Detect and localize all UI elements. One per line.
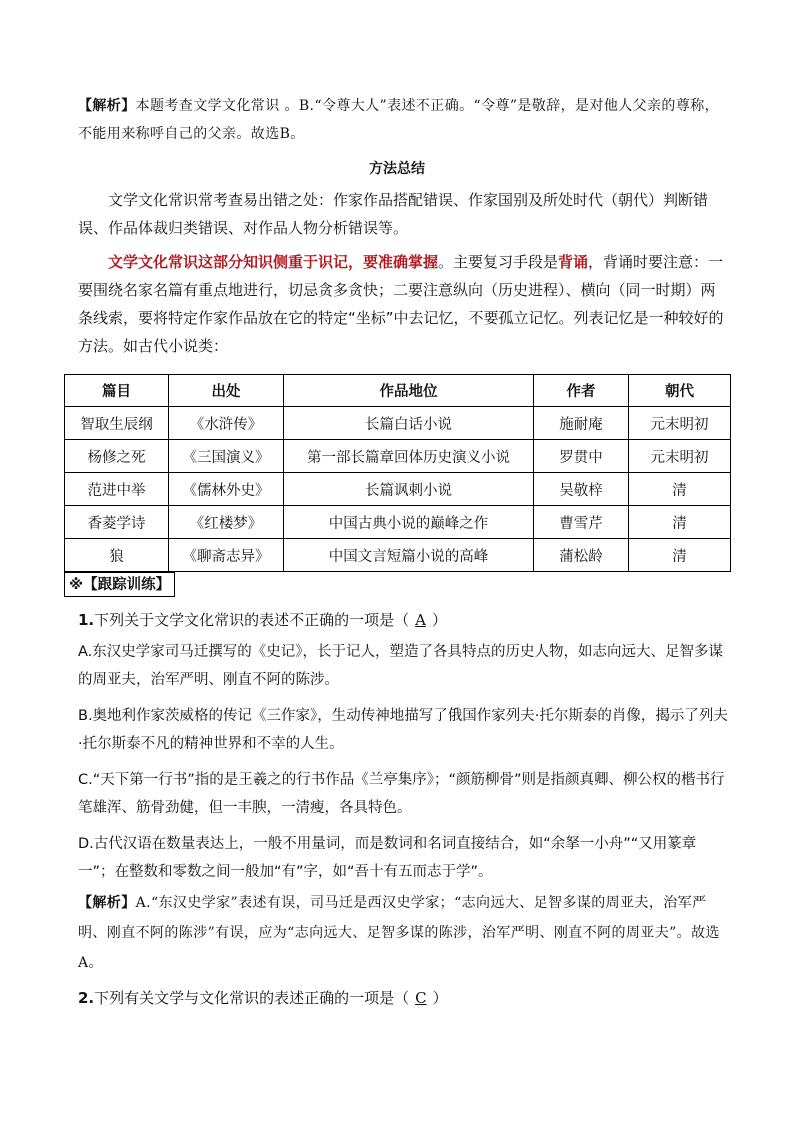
cell-author: 曹雪芹 — [534, 506, 629, 539]
method-text-rest: ，背诵时要注意：一要围绕名家名篇有重点地进行，切忌贪多贪快；二要注意纵向（历史进程）、横向（同一时期）两条线索，要将特定作家作品放在它的特定“坐标”中去记忆，不要孤立记忆。列表记忆是一种较好的方法。如古代小说类： — [78, 253, 724, 355]
method-paragraph-2 — [78, 248, 730, 360]
cell-status: 长篇讽刺小说 — [284, 473, 534, 506]
cell-dynasty: 元末明初 — [629, 407, 731, 440]
table-header-row — [65, 375, 731, 407]
question-text: 下列关于文学文化常识的表述不正确的一项是（ — [94, 611, 410, 629]
table-row — [65, 506, 731, 539]
method-title: 方法总结 — [369, 161, 425, 177]
table-row — [65, 407, 731, 440]
highlight-memorize: 文学文化常识这部分知识侧重于识记，要准确掌握 — [108, 253, 439, 271]
cell-source: 《红楼梦》 — [169, 506, 284, 539]
analysis-text: 本题考查文学文化常识 。B.“令尊大人”表述不正确。“令尊”是敬辞，是对他人父亲的尊称，不能用来称呼自己的父亲。故选B。 — [78, 98, 720, 142]
cell-dynasty: 元末明初 — [629, 440, 731, 473]
cell-status: 中国文言短篇小说的高峰 — [284, 539, 534, 572]
analysis-label: 【解析】 — [78, 895, 136, 911]
cell-source: 《三国演义》 — [169, 440, 284, 473]
cell-source: 《儒林外史》 — [169, 473, 284, 506]
table-row — [65, 440, 731, 473]
option-c: C.“天下第一行书”指的是王羲之的行书作品《兰亭集序》；“颜筋柳骨”则是指颜真卿、柳公权的楷书行笔雄浑、筋骨劲健，但一丰腴，一清瘦，各具特色。 — [78, 772, 725, 816]
header-author: 作者 — [534, 375, 629, 407]
header-title: 篇目 — [65, 375, 169, 407]
header-status: 作品地位 — [284, 375, 534, 407]
cell-title: 狼 — [65, 539, 169, 572]
cell-status: 中国古典小说的巅峰之作 — [284, 506, 534, 539]
cell-author: 罗贯中 — [534, 440, 629, 473]
cell-dynasty: 清 — [629, 506, 731, 539]
training-tag: ※【跟踪训练】 — [64, 572, 175, 597]
table-row — [65, 473, 731, 506]
question-number: 2. — [78, 989, 95, 1007]
cell-title: 智取生辰纲 — [65, 407, 169, 440]
analysis-text: A.“东汉史学家”表述有误，司马迁是西汉史学家；“志向远大、足智多谋的周亚夫，治军严明、刚直不阿的陈涉”有误，应为“志向远大、足智多谋的陈涉，治军严明、刚直不阿的周亚夫”。故选A。 — [78, 895, 720, 971]
option-a: A.东汉史学家司马迁撰写的《史记》，长于记人，塑造了各具特点的历史人物，如志向远大、足智多谋的周亚夫，治军严明、刚直不阿的陈涉。 — [78, 644, 724, 688]
highlight-recite: 背诵 — [558, 253, 589, 271]
method-paragraph-1: 文学文化常识常考查易出错之处：作家作品搭配错误、作家国别及所处时代（朝代）判断错误、作品体裁归类错误、对作品人物分析错误等。 — [78, 191, 709, 237]
question-text: 下列有关文学与文化常识的表述正确的一项是（ — [94, 989, 410, 1007]
cell-source: 《聊斋志异》 — [169, 539, 284, 572]
cell-title: 杨修之死 — [65, 440, 169, 473]
option-d: D.古代汉语在数量表达上，一般不用量词，而是数词和名词直接结合，如“余拏一小舟”“又用篆章一”；在整数和零数之间一般加“有”字，如“吾十有五而志于学”。 — [78, 836, 697, 880]
cell-author: 蒲松龄 — [534, 539, 629, 572]
question-number: 1. — [78, 611, 95, 629]
cell-title: 范进中举 — [65, 473, 169, 506]
cell-dynasty: 清 — [629, 473, 731, 506]
analysis-label: 【解析】 — [78, 98, 136, 114]
cell-author: 吴敬梓 — [534, 473, 629, 506]
cell-status: 第一部长篇章回体历史演义小说 — [284, 440, 534, 473]
cell-source: 《水浒传》 — [169, 407, 284, 440]
analysis-paragraph — [78, 92, 730, 148]
answer-blank: C — [415, 989, 427, 1007]
cell-status: 长篇白话小说 — [284, 407, 534, 440]
question-close: ） — [432, 611, 448, 629]
analysis-paragraph-2 — [78, 888, 730, 978]
table-row — [65, 539, 731, 572]
header-dynasty: 朝代 — [629, 375, 731, 407]
option-b: B.奥地利作家茨威格的传记《三作家》，生动传神地描写了俄国作家列夫·托尔斯泰的肖像，揭示了列夫·托尔斯泰不凡的精神世界和不幸的人生。 — [78, 708, 728, 752]
cell-dynasty: 清 — [629, 539, 731, 572]
answer-blank: A — [415, 611, 426, 629]
question-close: ） — [432, 989, 448, 1007]
header-source: 出处 — [169, 375, 284, 407]
method-text-mid: 。主要复习手段是 — [438, 253, 559, 271]
cell-title: 香菱学诗 — [65, 506, 169, 539]
question-2-stem — [78, 984, 730, 1012]
question-1-stem — [78, 606, 730, 634]
cell-author: 施耐庵 — [534, 407, 629, 440]
novel-table — [64, 374, 731, 572]
